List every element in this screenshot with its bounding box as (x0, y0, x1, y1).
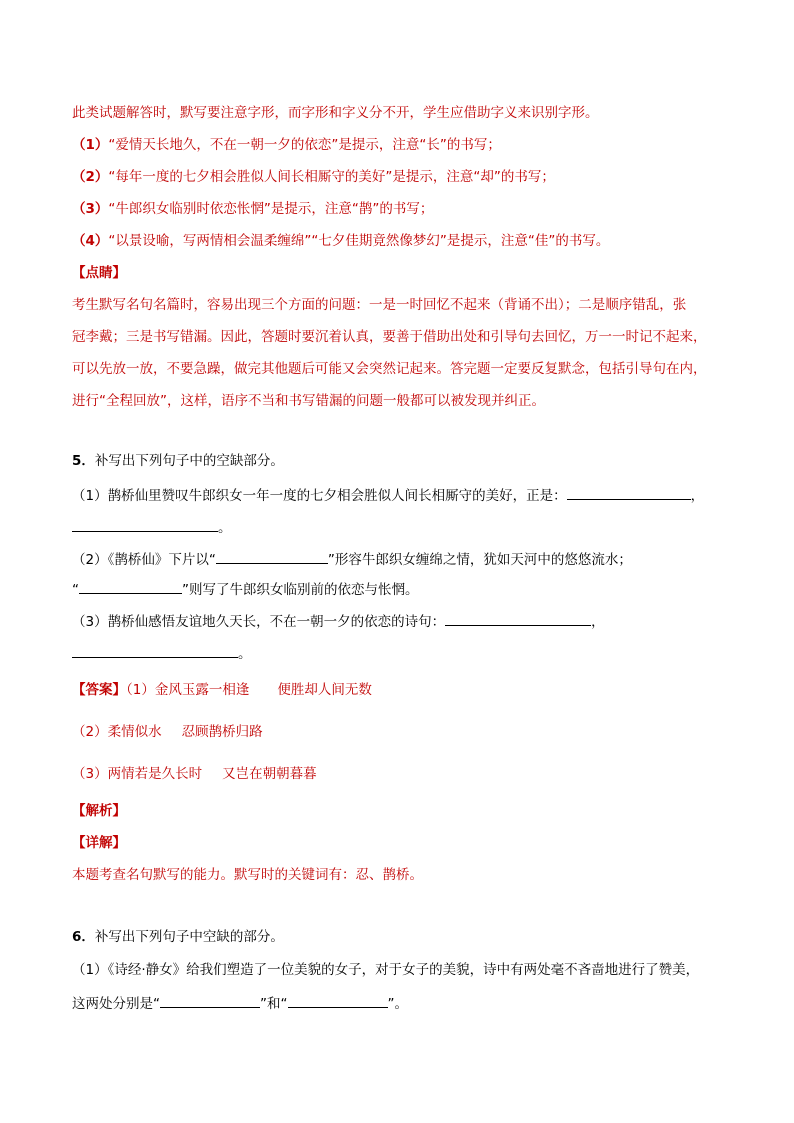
q5-sub2-line1 (72, 548, 632, 570)
q5-sub3-prompt: （3）鹊桥仙感悟友谊地久天长，不在一朝一夕的依恋的诗句： (72, 614, 446, 630)
answer-label: 【答案】 (72, 682, 126, 698)
answer-text: 忍顾鹊桥归路 (181, 724, 263, 740)
analysis-item-number: （4） (72, 233, 109, 249)
q6-sub1-prompt-a: 这两处分别是“ (72, 996, 160, 1012)
dianjing-line-2: 冠李戴；三是书写错漏。因此，答题时要沉着认真，要善于借助出处和引导句去回忆，万一一时记不起来， (72, 329, 707, 345)
q5-sub2-line2 (72, 578, 419, 600)
q5-header (72, 451, 284, 471)
q5-sub3-line1 (72, 610, 605, 632)
answer-number: （3） (72, 766, 108, 782)
question-number: 5． (72, 453, 95, 469)
jiexi-label: 【解析】 (72, 803, 126, 819)
q5-sub2-prompt-c: “ (72, 582, 79, 598)
punctuation: 。 (238, 646, 252, 662)
answer-text: 便胜却人间无数 (277, 682, 372, 698)
q5-sub2-prompt-a: （2）《鹊桥仙》下片以“ (72, 552, 216, 568)
answer-text: 两情若是久长时 (107, 766, 203, 782)
question-stem: 补写出下列句子中的空缺部分。 (94, 453, 284, 469)
analysis-item-text: “以景设喻，写两情相会温柔缠绵”“七夕佳期竟然像梦幻”是提示，注意“佳”的书写。 (108, 233, 610, 249)
analysis-item-number: （3） (72, 201, 109, 217)
dianjing-label: 【点睛】 (72, 265, 126, 281)
q5-sub1-line2 (72, 516, 232, 538)
punctuation: 。 (218, 520, 232, 536)
q5-answer-1 (72, 680, 372, 700)
dianjing-line-1: 考生默写名句名篇时，容易出现三个方面的问题：一是一时回忆不起来（背诵不出）；二是顺序错乱，张 (72, 297, 687, 313)
analysis-item-2 (72, 167, 555, 187)
analysis-item-3 (72, 199, 433, 219)
dianjing-line-3: 可以先放一放，不要急躁，做完其他题后可能又会突然记起来。答完题一定要反复默念，包括引导句在内， (72, 361, 707, 377)
answer-blank (216, 548, 328, 564)
punctuation: ， (591, 614, 605, 630)
analysis-item-text: “爱情天长地久，不在一朝一夕的依恋”是提示，注意“长”的书写； (108, 137, 501, 153)
answer-blank (160, 992, 260, 1008)
analysis-item-text: “牛郎织女临别时依恋怅惘”是提示，注意“鹊”的书写； (108, 201, 434, 217)
analysis-intro (72, 103, 599, 123)
analysis-item-1 (72, 135, 501, 155)
q5-sub2-prompt-d: ”则写了牛郎织女临别前的依恋与怅惘。 (182, 582, 419, 598)
analysis-item-number: （2） (72, 169, 109, 185)
question-stem: 补写出下列句子中空缺的部分。 (94, 929, 284, 945)
xiangjie-text: 本题考查名句默写的能力。默写时的关键词有：忍、鹊桥。 (72, 867, 423, 883)
answer-blank (79, 578, 182, 594)
q6-sub1-line2 (72, 992, 408, 1014)
q5-sub1-prompt: （1）鹊桥仙里赞叹牛郎织女一年一度的七夕相会胜似人间长相厮守的美好，正是： (72, 488, 567, 504)
q6-sub1-line1: （1）《诗经·静女》给我们塑造了一位美貌的女子，对于女子的美貌，诗中有两处毫不吝啬地进行了赞美， (72, 962, 700, 978)
answer-text: 金风玉露一相逢 (154, 682, 250, 698)
answer-text: 柔情似水 (107, 724, 162, 740)
answer-blank (288, 992, 388, 1008)
dianjing-line-4: 进行“全程回放”，这样，语序不当和书写错漏的问题一般都可以被发现并纠正。 (72, 393, 545, 409)
q5-sub1-line1 (72, 484, 704, 506)
punctuation: ， (690, 488, 705, 504)
answer-number: （2） (72, 724, 108, 740)
analysis-item-number: （1） (72, 137, 109, 153)
q5-sub3-line2 (72, 642, 252, 664)
answer-blank (567, 484, 691, 500)
question-number: 6． (72, 929, 95, 945)
q5-answer-3 (72, 764, 317, 784)
q6-sub1-prompt-c: ”。 (387, 996, 408, 1012)
q6-header (72, 927, 284, 947)
q5-answer-2 (72, 722, 263, 742)
analysis-item-4 (72, 231, 609, 251)
answer-blank (72, 642, 238, 658)
q5-sub2-prompt-b: ”形容牛郎织女缠绵之情，犹如天河中的悠悠流水； (327, 552, 632, 568)
analysis-item-text: “每年一度的七夕相会胜似人间长相厮守的美好”是提示，注意“却”的书写； (108, 169, 555, 185)
q6-sub1-prompt-b: ”和“ (260, 996, 288, 1012)
xiangjie-label: 【详解】 (72, 835, 126, 851)
answer-blank (445, 610, 591, 626)
answer-blank (72, 516, 218, 532)
answer-number: （1） (126, 682, 155, 698)
analysis-intro-text: 此类试题解答时，默写要注意字形，而字形和字义分不开，学生应借助字义来识别字形。 (72, 105, 599, 121)
answer-text: 又岂在朝朝暮暮 (222, 766, 317, 782)
